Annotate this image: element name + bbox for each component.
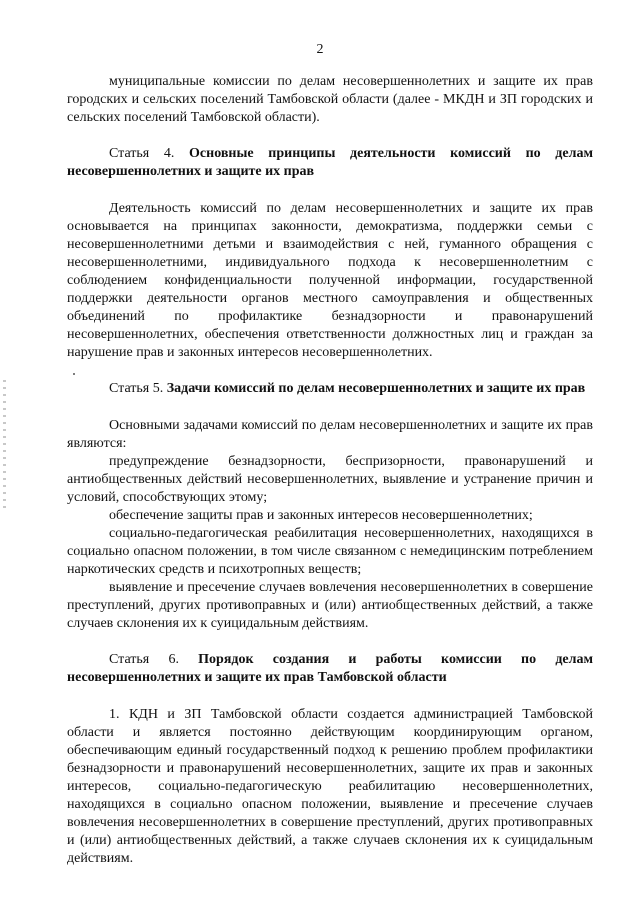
article-6-title: Порядок создания и работы комиссии по делам несовершеннолетних и защите их прав Тамбовской области [67, 652, 593, 685]
spacer [67, 687, 593, 706]
document-body [67, 73, 593, 868]
spacer [67, 362, 593, 380]
article-6-heading [67, 651, 593, 687]
article-4-body: Деятельность комиссий по делам несовершеннолетних и защите их прав основывается на принципах законности, демократизма, поддержки семьи с несовершеннолетними детьми и взаимодействия с ней, гуманного обращения с несовершеннолетними, индивидуального подхода к несовершеннолетним с соблюдением конфиденциальности полученной информации, государственной поддержки деятельности органов местного самоуправления и общественных объединений по профилактике безнадзорности и правонарушений несовершеннолетних, обеспечения ответственности должностных лиц и граждан за нарушение прав и законных интересов несовершеннолетних. [67, 201, 593, 360]
article-5-number: Статья 5. [109, 381, 164, 396]
margin-scan-mark [3, 380, 6, 510]
article-5-title: Задачи комиссий по делам несовершеннолетних и защите их прав [166, 381, 586, 396]
article-5-item: предупреждение безнадзорности, беспризорности, правонарушений и антиобщественных действий несовершеннолетних, выявление и устранение причин и условий, способствующих этому; [67, 454, 593, 505]
page-number: 2 [316, 42, 324, 57]
article-5-lead: Основными задачами комиссий по делам несовершеннолетних и защите их прав являются: [67, 418, 593, 451]
spacer [67, 127, 593, 145]
article-4-title: Основные принципы деятельности комиссий по делам несовершеннолетних и защите их прав [67, 146, 593, 179]
article-4-number: Статья 4. [109, 146, 175, 161]
article-5-heading [67, 380, 593, 398]
article-5-item: обеспечение защиты прав и законных интересов несовершеннолетних; [109, 508, 533, 523]
spacer [67, 398, 593, 417]
spacer [67, 633, 593, 651]
article-6-point-1: 1. КДН и ЗП Тамбовской области создается администрацией Тамбовской области и является постоянно действующим координирующим органом, обеспечивающим единый государственный подход к решению проблем профилактики безнадзорности и правонарушений несовершеннолетних, защите их прав и законных интересов, социально-педагогическую реабилитацию несовершеннолетних, находящихся в социально опасном положении, выявление и пресечение случаев вовлечения несовершеннолетних в совершение преступлений, других противоправных и (или) антиобщественных действий, а также случаев склонения их к суицидальным действиям. [67, 707, 593, 866]
intro-paragraph: муниципальные комиссии по делам несовершеннолетних и защите их прав городских и сельских поселений Тамбовской области (далее - МКДН и ЗП городских и сельских поселений Тамбовской области). [67, 74, 593, 125]
article-5-item: выявление и пресечение случаев вовлечения несовершеннолетних в совершение преступлений, других противоправных и (или) антиобщественных действий, а также случаев склонения их к суицидальным действиям. [67, 580, 593, 631]
spacer [67, 181, 593, 200]
article-6-number: Статья 6. [109, 652, 179, 667]
article-5-item: социально-педагогическая реабилитация несовершеннолетних, находящихся в социально опасном положении, в том числе связанном с немедицинским потреблением наркотических средств и психотропных веществ; [67, 526, 593, 577]
article-4-heading [67, 145, 593, 181]
